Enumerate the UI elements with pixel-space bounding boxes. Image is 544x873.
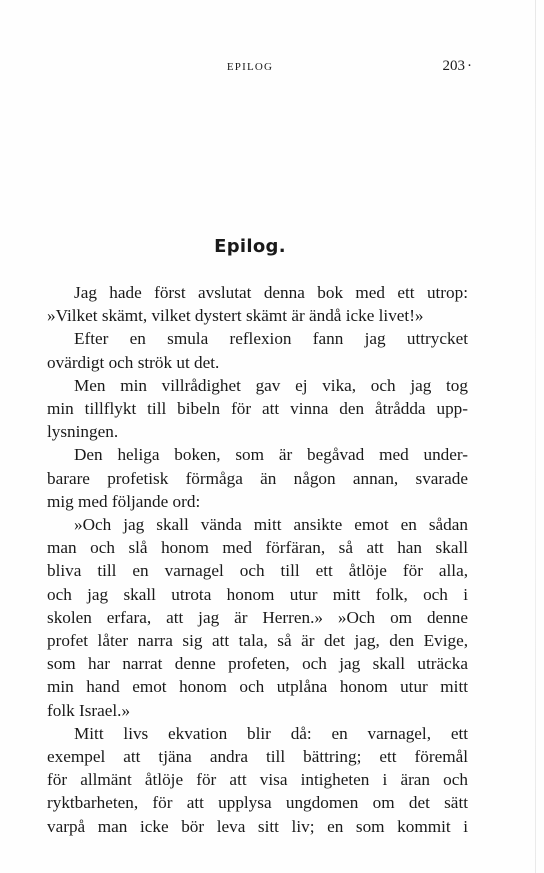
page-edge-shadow [535,0,536,873]
text-line: ovärdigt och strök ut det. [47,352,220,372]
page-number: 203 · [443,58,473,75]
text-line: man och slå honom med förfäran, så att han skall [47,538,468,558]
text-line: exempel att tjäna andra till bättring; ett föremål [47,747,468,767]
text-line: Men min villrådighet gav ej vika, och jag tog [74,375,468,395]
body-text [47,281,468,838]
text-line: »Vilket skämt, vilket dystert skämt är ändå icke livet!» [47,306,424,326]
text-line: folk Israel.» [47,700,131,720]
text-line: ryktbarheten, för att upplysa ungdomen om det sätt [47,793,468,813]
running-title: EPILOG [226,61,274,73]
text-line: profet låter narra sig att tala, så är det jag, den Evige, [47,631,468,651]
text-line: mig med följande ord: [47,491,201,511]
text-line: Mitt livs ekvation blir då: en varnagel, ett [74,723,468,743]
text-line: lysningen. [47,422,119,442]
text-line: bliva till en varnagel och till ett åtlöje för alla, [47,561,468,581]
text-line: Efter en smula reflexion fann jag uttrycket [74,329,468,349]
text-line: för allmänt åtlöje för att visa intigheten i äran och [47,770,468,790]
text-line: varpå man icke bör leva sitt liv; en som kommit i [47,816,468,836]
text-line: skolen erfara, att jag är Herren.» »Och om denne [47,607,468,627]
text-line: som har narrat denne profeten, och jag skall uträcka [47,654,468,674]
chapter-title: Epilog. [214,236,286,257]
text-line: min tillflykt till bibeln för att vinna den åtrådda upp- [47,399,468,419]
running-head [0,58,544,78]
text-line: och jag skall utrota honom utur mitt folk, och i [47,584,468,604]
text-line: Den heliga boken, som är begåvad med under- [74,445,468,465]
text-line: barare profetisk förmåga än någon annan, svarade [47,468,468,488]
text-line: »Och jag skall vända mitt ansikte emot en sådan [74,515,468,535]
text-line: Jag hade först avslutat denna bok med ett utrop: [74,283,468,302]
text-line: min hand emot honom och utplåna honom utur mitt [47,677,468,697]
